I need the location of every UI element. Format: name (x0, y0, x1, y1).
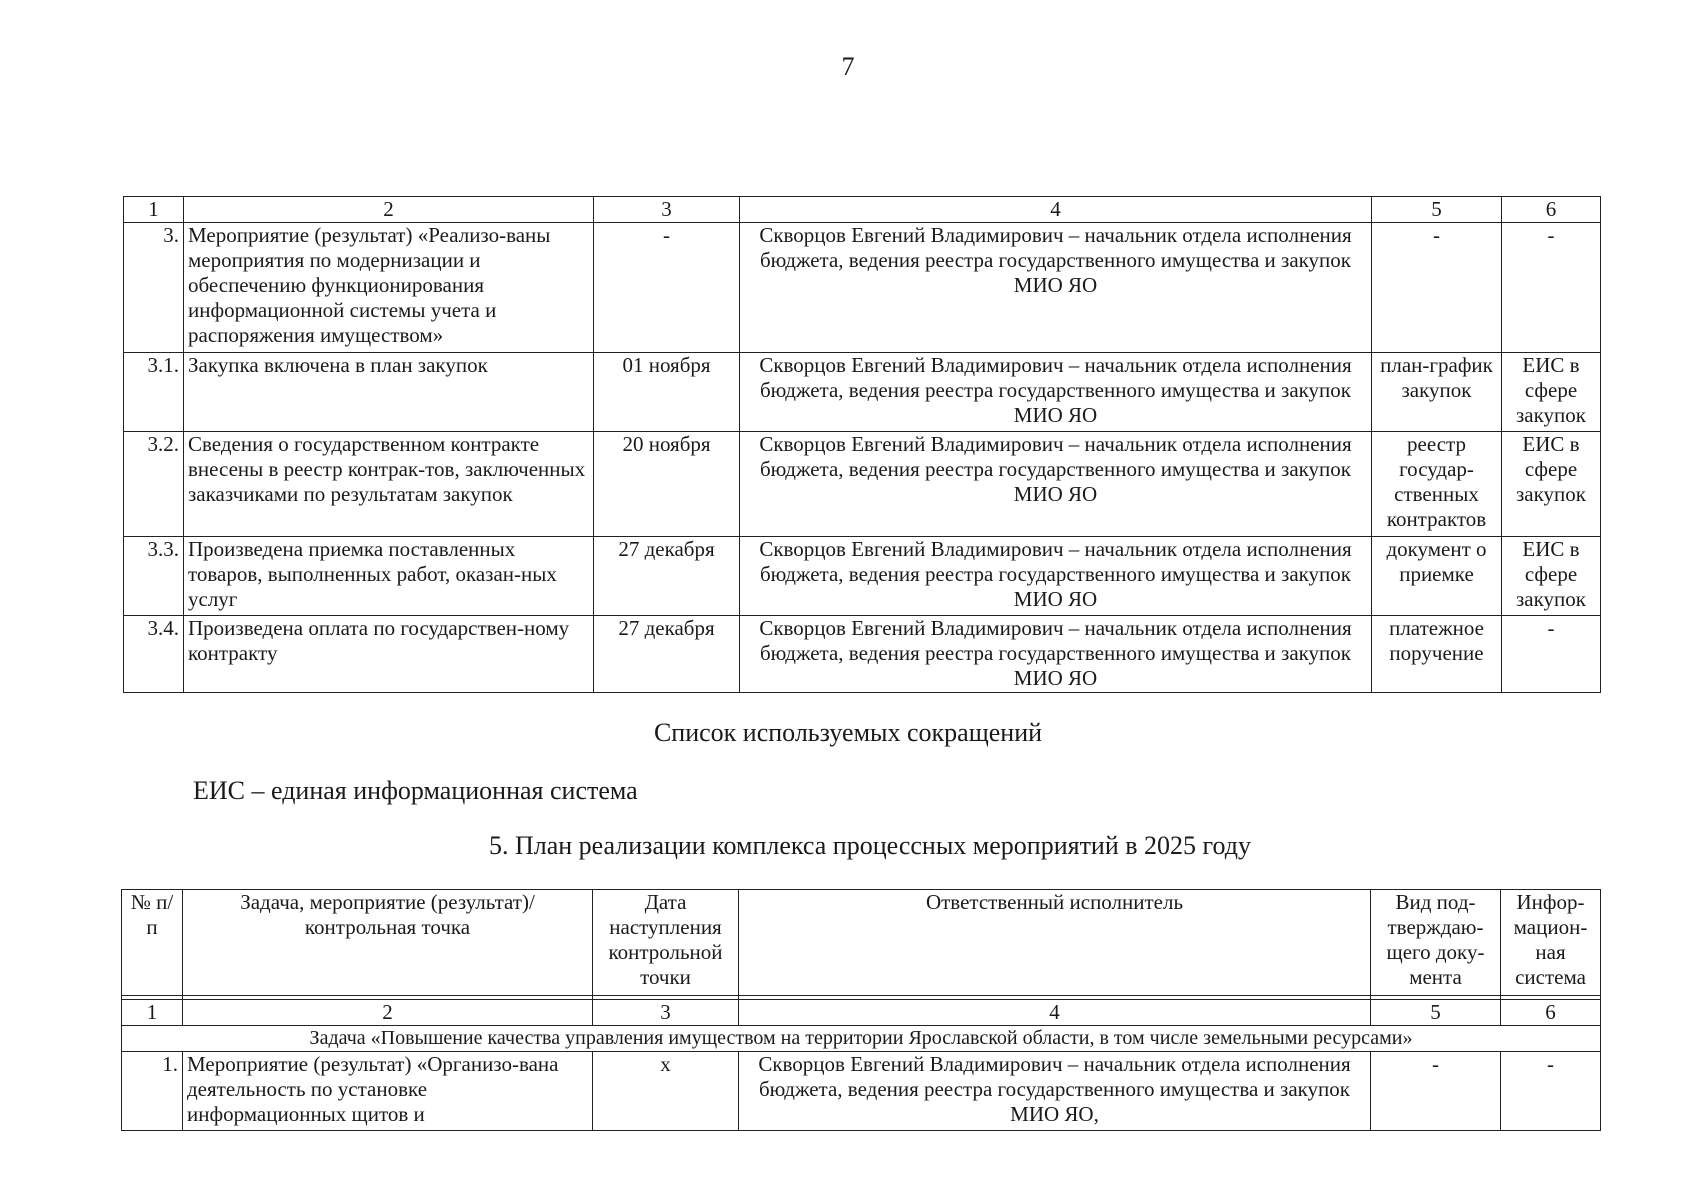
document-type: платежное поручение (1372, 616, 1502, 693)
info-system: ЕИС в сфере закупок (1502, 537, 1601, 616)
control-date: х (593, 1052, 739, 1131)
table-row (124, 223, 1601, 353)
abbreviations-title: Список используемых сокращений (653, 718, 1043, 747)
control-date: 01 ноября (594, 353, 740, 432)
info-system: - (1502, 223, 1601, 353)
responsible-person: Скворцов Евгений Владимирович – начальник отдела исполнения бюджета, ведения реестра государственного имущества и закупок МИО ЯО (740, 432, 1372, 537)
table-row (124, 616, 1601, 693)
control-date: 27 декабря (594, 537, 740, 616)
col-number: 5 (1371, 1000, 1501, 1026)
row-number: 3.1. (124, 353, 184, 432)
activities-table-continued (123, 196, 1601, 693)
header-document: Вид под-тверждаю-щего доку-мента (1371, 890, 1501, 996)
row-number: 3. (124, 223, 184, 353)
activity-name: Мероприятие (результат) «Организо-вана деятельность по установке информационных щитов и (183, 1052, 593, 1131)
task-title: Задача «Повышение качества управления имуществом на территории Ярославской области, в том числе земельными ресурсами» (122, 1026, 1601, 1052)
control-date: - (594, 223, 740, 353)
responsible-person: Скворцов Евгений Владимирович – начальник отдела исполнения бюджета, ведения реестра государственного имущества и закупок МИО ЯО (740, 616, 1372, 693)
table-row (124, 353, 1601, 432)
col-number: 1 (122, 1000, 183, 1026)
info-system: - (1502, 616, 1601, 693)
col-number: 3 (593, 1000, 739, 1026)
table-row (122, 1052, 1601, 1131)
column-numbers-row (122, 1000, 1601, 1026)
responsible-person: Скворцов Евгений Владимирович – начальник отдела исполнения бюджета, ведения реестра государственного имущества и закупок МИО ЯО (740, 223, 1372, 353)
section-heading: 5. План реализации комплекса процессных мероприятий в 2025 году (488, 831, 1252, 860)
col-number: 3 (594, 197, 740, 223)
activity-name: Сведения о государственном контракте внесены в реестр контрак-тов, заключенных заказчиками по результатам закупок (184, 432, 594, 537)
column-numbers-row (124, 197, 1601, 223)
responsible-person: Скворцов Евгений Владимирович – начальник отдела исполнения бюджета, ведения реестра государственного имущества и закупок МИО ЯО (740, 537, 1372, 616)
col-number: 2 (183, 1000, 593, 1026)
activity-name: Мероприятие (результат) «Реализо-ваны мероприятия по модернизации и обеспечению функционирования информационной системы учета и распоряжения имуществом» (184, 223, 594, 353)
col-number: 4 (740, 197, 1372, 223)
header-task: Задача, мероприятие (результат)/ контрольная точка (183, 890, 593, 996)
document-type: реестр государ-ственных контрактов (1372, 432, 1502, 537)
document-type: документ о приемке (1372, 537, 1502, 616)
info-system: ЕИС в сфере закупок (1502, 353, 1601, 432)
table-row (124, 432, 1601, 537)
document-type: - (1372, 223, 1502, 353)
document-type: - (1371, 1052, 1501, 1131)
header-responsible: Ответственный исполнитель (739, 890, 1371, 996)
col-number: 6 (1502, 197, 1601, 223)
implementation-plan-table (121, 889, 1601, 1131)
table-header-row (122, 890, 1601, 996)
header-system: Инфор-мацион-ная система (1501, 890, 1601, 996)
header-number: № п/п (122, 890, 183, 996)
activity-name: Произведена приемка поставленных товаров, выполненных работ, оказан-ных услуг (184, 537, 594, 616)
info-system: ЕИС в сфере закупок (1502, 432, 1601, 537)
row-number: 3.2. (124, 432, 184, 537)
responsible-person: Скворцов Евгений Владимирович – начальник отдела исполнения бюджета, ведения реестра государственного имущества и закупок МИО ЯО (740, 353, 1372, 432)
task-row (122, 1026, 1601, 1052)
control-date: 27 декабря (594, 616, 740, 693)
row-number: 3.4. (124, 616, 184, 693)
activity-name: Произведена оплата по государствен-ному контракту (184, 616, 594, 693)
table-row (124, 537, 1601, 616)
responsible-person: Скворцов Евгений Владимирович – начальник отдела исполнения бюджета, ведения реестра государственного имущества и закупок МИО ЯО, (739, 1052, 1371, 1131)
col-number: 5 (1372, 197, 1502, 223)
row-number: 3.3. (124, 537, 184, 616)
info-system: - (1501, 1052, 1601, 1131)
control-date: 20 ноября (594, 432, 740, 537)
col-number: 4 (739, 1000, 1371, 1026)
activity-name: Закупка включена в план закупок (184, 353, 594, 432)
row-number: 1. (122, 1052, 183, 1131)
page-number: 7 (841, 52, 855, 81)
header-date: Дата наступления контрольной точки (593, 890, 739, 996)
document-type: план-график закупок (1372, 353, 1502, 432)
col-number: 1 (124, 197, 184, 223)
col-number: 2 (184, 197, 594, 223)
abbreviation-item: ЕИС – единая информационная система (193, 776, 638, 805)
col-number: 6 (1501, 1000, 1601, 1026)
